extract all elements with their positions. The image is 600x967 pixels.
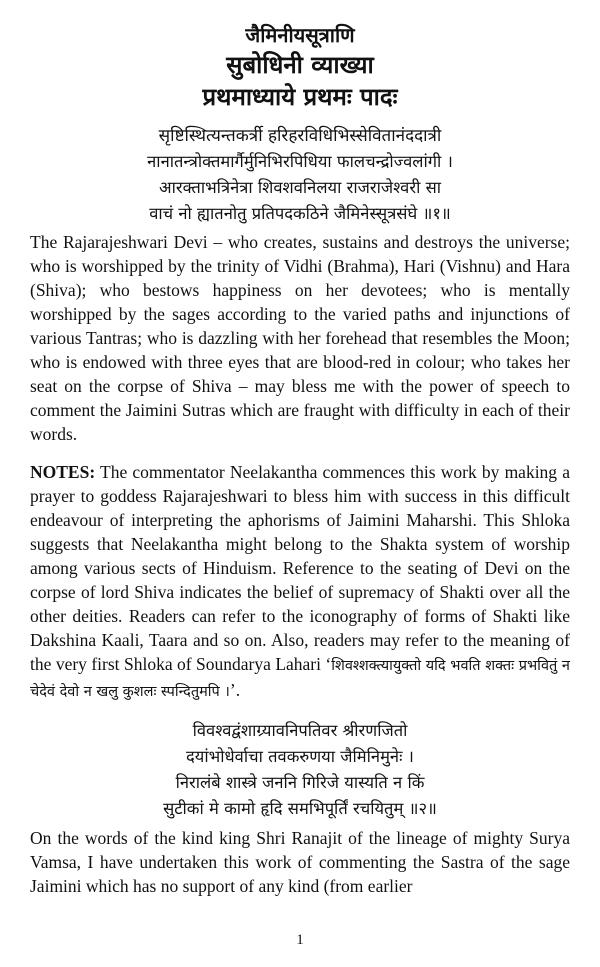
verse-line: सृष्टिस्थित्यन्तकर्त्री हरिहरविधिभिस्सेवितानंददात्री bbox=[158, 126, 442, 146]
verse-line: विवश्वद्वंशाग्र्यावनिपतिवर श्रीरणजितो bbox=[192, 721, 408, 740]
page-header bbox=[30, 22, 570, 113]
verse-1 bbox=[30, 123, 570, 227]
notes-paragraph bbox=[30, 460, 570, 704]
verse-line: निरालंबे शास्त्रे जननि गिरिजे यास्यति न किं bbox=[175, 773, 425, 792]
translation-paragraph-1: The Rajarajeshwari Devi – who creates, sustains and destroys the universe; who is worshipped by the trinity of Vidhi (Brahma), Hari (Vishnu) and Hara (Shiva); who bestows happiness on her devotees; who is mentally worshipped by the sages according to the varied paths and injunctions of various Tantras; who is dazzling with her forehead that resembles the Moon; who is endowed with three eyes that are blood-red in colour; who takes her seat on the corpse of Shiva – may bless me with the power of speech to comment the Jaimini Sutras which are fraught with difficulty in each of their words. bbox=[30, 232, 570, 444]
verse-line: वाचं नो ह्यातनोतु प्रतिपदकठिने जैमिनेस्सूत्रसंघे ॥१॥ bbox=[149, 204, 451, 223]
header-subtitle: सुबोधिनी व्याख्या bbox=[226, 50, 374, 79]
notes-sanskrit-quote: शिवश्शक्त्यायुक्तो यदि भवति शक्तः प्रभवितुं न चेदेवं देवो न खलु कुशलः स्पन्दितुमपि । bbox=[30, 658, 570, 700]
verse-line: आरक्ताभत्रिनेत्रा शिवशवनिलया राजराजेश्वरी सा bbox=[158, 178, 442, 197]
page-number: 1 bbox=[296, 932, 304, 948]
header-chapter: प्रथमाध्याये प्रथमः पादः bbox=[202, 82, 398, 111]
translation-paragraph-2: On the words of the kind king Shri Ranajit of the lineage of mighty Surya Vamsa, I have undertaken this work of commenting the Sastra of the sage Jaimini which has no support of any kind (from earlier bbox=[30, 828, 570, 896]
verse-2 bbox=[30, 718, 570, 822]
verse-line: सुटीकां मे कामो हृदि समभिपूर्तिं रचयितुम् ॥२॥ bbox=[163, 799, 437, 818]
verse-line: नानातन्त्रोक्तमार्गैर्मुनिभिरपिधिया फालचन्द्रोज्वलांगी । bbox=[147, 152, 453, 171]
notes-closing: ’. bbox=[229, 680, 241, 700]
notes-text: The commentator Neelakantha commences this work by making a prayer to goddess Rajarajeshwari to bless him with success in this difficult endeavour of interpreting the aphorisms of Jaimini Maharshi. This Shloka suggests that Neelakantha might belong to the Shakta system of worship among various sects of Hinduism. Reference to the seating of Devi on the corpse of lord Shiva indicates the belief of supremacy of Shakti over all the other deities. Readers can refer to the iconography of forms of Shakti like Dakshina Kaali, Taara and so on. Also, readers may refer to the meaning of the very first Shloka of Soundarya Lahari ‘ bbox=[30, 462, 570, 674]
verse-line: दयांभोधेर्वाचा तवकरुणया जैमिनिमुनेः । bbox=[186, 747, 414, 766]
notes-label: NOTES: bbox=[30, 462, 96, 482]
header-title: जैमिनीयसूत्राणि bbox=[245, 23, 355, 47]
